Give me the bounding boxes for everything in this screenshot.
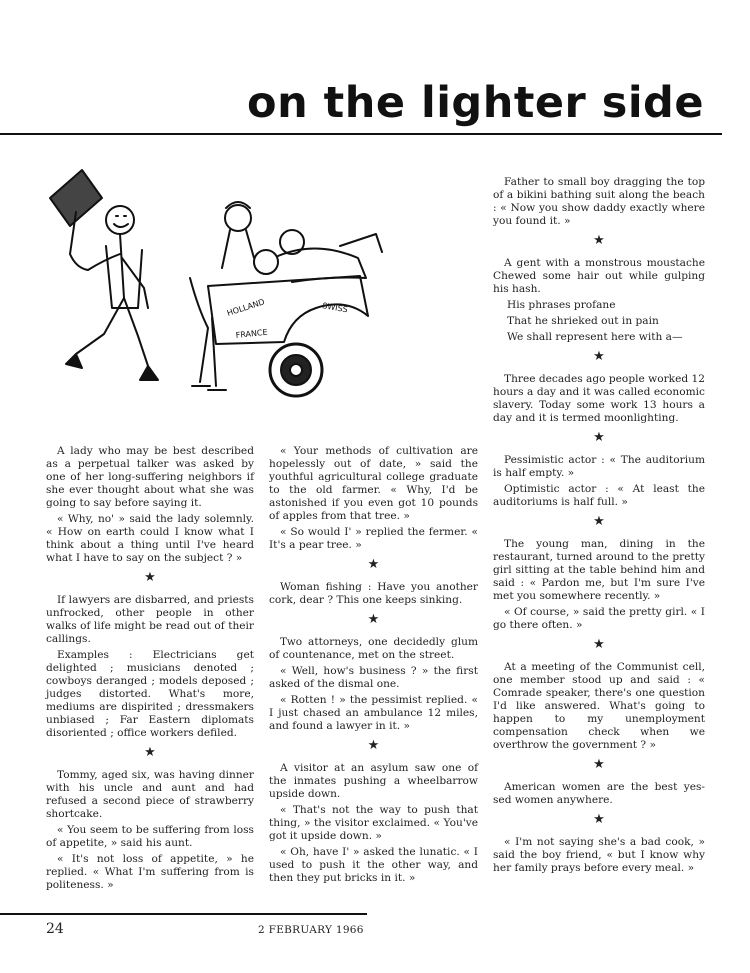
cart-figure	[190, 202, 382, 396]
paragraph: The young man, dining in the restaurant, turned around to the pretty girl sitting at the table behind him and said : « Pardon me, but I'm sure I've met you somewhere recently. »	[493, 538, 705, 602]
star-separator-icon: ★	[144, 570, 156, 585]
paragraph: « Rotten ! » the pessimist replied. « I just chased an ambulance 12 miles, and found a lawyer in it. »	[269, 694, 478, 732]
paragraph: A lady who may be best described as a perpetual talker was asked by one of her long-suffering neighbors if she ever thought about what she was going to say before saying it.	[46, 445, 254, 509]
paragraph: « Your methods of cultivation are hopelessly out of date, » said the youthful agricultural college graduate to the old farmer. « Why, I'd be astonished if you even got 10 pounds of apples from that tree. »	[269, 445, 478, 522]
issue-date: 2 FEBRUARY 1966	[258, 924, 364, 936]
paragraph: « You seem to be suffering from loss of appetite, » said his aunt.	[46, 824, 254, 849]
star-separator-icon: ★	[593, 233, 605, 248]
paragraph: Two attorneys, one decidedly glum of countenance, met on the street.	[269, 636, 478, 661]
star-separator-icon: ★	[144, 745, 156, 760]
star-separator-icon: ★	[593, 637, 605, 652]
cart-label-holland: HOLLAND	[225, 297, 266, 318]
paragraph: Father to small boy dragging the top of a bikini bathing suit along the beach : « Now you show daddy exactly where you found it. »	[493, 176, 705, 227]
header-rule	[0, 133, 722, 135]
verse-line: His phrases profane	[507, 299, 616, 311]
paragraph: A gent with a monstrous moustache Chewed some hair out while gulping his hash.	[493, 257, 705, 295]
cartoon-illustration	[40, 158, 480, 433]
paragraph: « So would I' » replied the fermer. « It's a pear tree. »	[269, 526, 478, 551]
verse-line: That he shrieked out in pain	[507, 315, 659, 327]
paragraph: If lawyers are disbarred, and priests unfrocked, other people in other walks of life might be read out of their callings.	[46, 594, 254, 645]
paragraph: « Why, no' » said the lady solemnly. « How on earth could I know what I think about a thing until I've heard what I have to say on the subject ? »	[46, 513, 254, 564]
paragraph: « Well, how's business ? » the first asked of the dismal one.	[269, 665, 478, 690]
page-number: 24	[46, 921, 64, 937]
footer-rule	[0, 913, 367, 915]
paragraph: Three decades ago people worked 12 hours a day and it was called economic slavery. Today some work 13 hours a day and it is termed moonlighting.	[493, 373, 705, 424]
cart-label-swiss: SWISS	[321, 301, 349, 315]
paragraph: Tommy, aged six, was having dinner with his uncle and aunt and had refused a second piece of strawberry shortcake.	[46, 769, 254, 820]
paragraph: « Of course, » said the pretty girl. « I go there often. »	[493, 606, 705, 631]
paragraph: Examples : Electricians get delighted ; musicians denoted ; cowboys deranged ; models deposed ; judges distorted. What's more, mediums are dispirited ; dressmakers unbiased ; Far Eastern diplomats disoriented ; office workers defiled.	[46, 649, 254, 739]
star-separator-icon: ★	[593, 430, 605, 445]
column-3	[493, 176, 705, 878]
page-title: on the lighter side	[247, 78, 704, 128]
cart-label-france: FRANCE	[235, 327, 268, 340]
column-2	[269, 445, 478, 888]
paragraph: Optimistic actor : « At least the auditoriums is half full. »	[493, 483, 705, 508]
column-1	[46, 445, 254, 895]
verse-line: We shall represent here with a—	[507, 331, 683, 343]
star-separator-icon: ★	[367, 612, 380, 627]
paragraph: Woman fishing : Have you another cork, dear ? This one keeps sinking.	[269, 581, 478, 606]
star-separator-icon: ★	[367, 557, 380, 572]
paragraph: « Oh, have I' » asked the lunatic. « I used to push it the other way, and then they put bricks in it. »	[269, 846, 478, 884]
paragraph: « That's not the way to push that thing, » the visitor exclaimed. « You've got it upside down. »	[269, 804, 478, 842]
star-separator-icon: ★	[593, 349, 605, 364]
paragraph: Pessimistic actor : « The auditorium is half empty. »	[493, 454, 705, 479]
paragraph: American women are the best yes-sed women anywhere.	[493, 781, 705, 806]
star-separator-icon: ★	[367, 738, 380, 753]
paragraph: « It's not loss of appetite, » he replied. « What I'm suffering from is politeness. »	[46, 853, 254, 891]
paragraph: At a meeting of the Communist cell, one member stood up and said : « Comrade speaker, there's one question I'd like answered. What's going to happen to my unemployment compensation check when we overthrow the government ? »	[493, 661, 705, 751]
star-separator-icon: ★	[593, 514, 605, 529]
star-separator-icon: ★	[593, 757, 605, 772]
star-separator-icon: ★	[593, 812, 605, 827]
paragraph: A visitor at an asylum saw one of the inmates pushing a wheelbarrow upside down.	[269, 762, 478, 800]
paragraph: « I'm not saying she's a bad cook, » said the boy friend, « but I know why her family prays before every meal. »	[493, 836, 705, 874]
running-man-figure	[50, 170, 158, 380]
